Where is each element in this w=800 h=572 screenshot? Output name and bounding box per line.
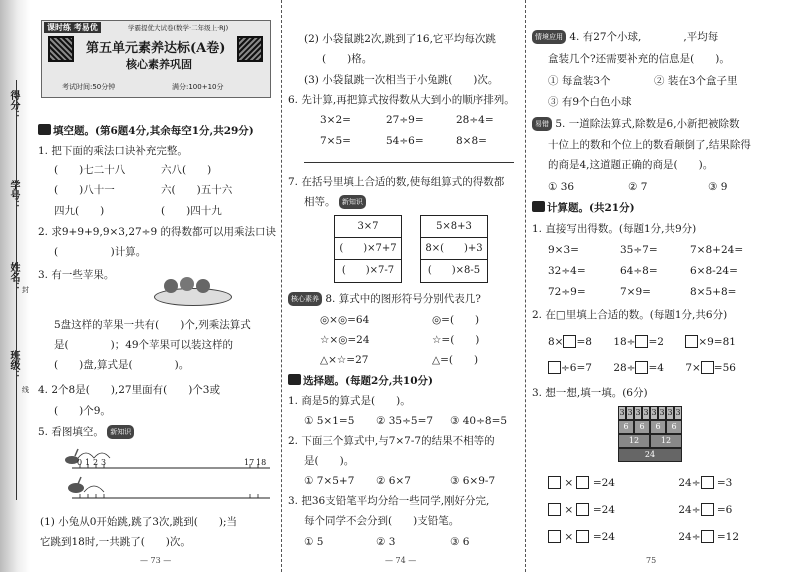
c3-text-cont: 每个同学不会分到( )支铅笔。 xyxy=(304,515,460,527)
brand-label: 课时练 考易优 xyxy=(44,22,101,33)
c2-option[interactable]: ① 7×5+7 xyxy=(304,475,355,487)
q5-2-text-cont: ( )格。 xyxy=(322,53,373,65)
c2-text-cont: 是( )。 xyxy=(304,455,355,467)
c4-option[interactable]: ① 每盒装3个 xyxy=(548,75,611,87)
d1-expr: 72÷9= xyxy=(548,286,586,298)
c5-option[interactable]: ③ 9 xyxy=(708,181,728,193)
q5-1-text-cont: 它跳到18时,一共跳了( )次。 xyxy=(40,536,191,548)
c1-option[interactable]: ① 5×1=5 xyxy=(304,415,355,427)
q2-text: 2. 求9+9+9,9×3,27÷9 的得数都可以用乘法口诀 xyxy=(38,226,277,238)
answer-box[interactable] xyxy=(685,335,698,348)
d1-expr: 64÷8= xyxy=(620,265,658,277)
nl-label: 17 xyxy=(244,458,255,467)
d2-part: =56 xyxy=(713,362,736,374)
c4-text-cont: 盒装几个?还需要补充的信息是( )。 xyxy=(548,53,730,65)
q8-answer: ☆=( ) xyxy=(432,334,480,346)
grid-cell: 3 xyxy=(618,406,626,420)
d2-part: 8× xyxy=(548,336,564,348)
c4-tag: 情境应用 xyxy=(532,30,566,44)
q1-item: ( )八十一 xyxy=(54,184,115,196)
answer-box[interactable] xyxy=(548,361,561,374)
table-cell: 5×8+3 xyxy=(421,216,487,238)
d1-expr: 9×3= xyxy=(548,244,579,256)
q1-item: ( )四十九 xyxy=(161,205,222,217)
grid-cell: 3 xyxy=(642,406,650,420)
grid-cell: 6 xyxy=(666,420,682,434)
id-label: 学号： xyxy=(8,180,19,210)
d1-expr: 32÷4= xyxy=(548,265,586,277)
c5-option[interactable]: ① 36 xyxy=(548,181,575,193)
table-cell: 8×( )+3 xyxy=(421,238,487,260)
answer-box[interactable] xyxy=(635,361,648,374)
d2-part: ÷6=7 xyxy=(561,362,592,374)
page-number-75: 75 xyxy=(646,556,657,565)
d2-text: 2. 在□里填上合适的数。(每题1分,共6分) xyxy=(532,309,728,321)
number-line xyxy=(50,446,275,506)
q8-expr: ☆×◎=24 xyxy=(320,334,370,346)
grid-cell: 12 xyxy=(618,434,650,448)
section-calc: 计算题。(共21分) xyxy=(532,201,635,215)
q3-text-c: ( )盘,算式是( )。 xyxy=(54,359,190,371)
q6-expr: 8×8= xyxy=(456,135,487,147)
exam-time: 考试时间:50分钟 xyxy=(62,83,116,91)
series-label: 学霸提优大试卷(数学·二年级上·RJ) xyxy=(128,24,229,32)
d3-text: 3. 想一想,填一填。(6分) xyxy=(532,387,648,399)
unit-title: 第五单元素养达标(A卷) xyxy=(86,41,226,56)
d1-expr: 35÷7= xyxy=(620,244,658,256)
answer-box[interactable] xyxy=(576,476,589,489)
q7-text-cont: 相等。 新知识 xyxy=(304,195,366,209)
seal-mark: 封 xyxy=(22,286,29,294)
d2-part: 18÷ xyxy=(613,336,636,348)
q5-tag: 新知识 xyxy=(107,425,134,439)
q5-2-text: (2) 小袋鼠跳2次,跳到了16,它平均每次跳 xyxy=(304,33,496,45)
name-label: 姓名： xyxy=(8,262,19,292)
q3-text: 3. 有一些苹果。 xyxy=(38,269,115,281)
answer-box[interactable] xyxy=(701,503,714,516)
grid-row-24 xyxy=(618,448,682,462)
apple-icon xyxy=(180,277,194,291)
c4-text: 情境应用 4. 有27个小球, ,平均每 xyxy=(532,30,718,44)
nl-label: 3 xyxy=(101,458,107,467)
q6-expr: 3×2= xyxy=(320,114,351,126)
divider-1 xyxy=(281,0,282,572)
grid-row-6 xyxy=(618,420,682,434)
c1-option[interactable]: ② 35÷5=7 xyxy=(376,415,434,427)
nl-label: 0 xyxy=(77,458,83,467)
middle-column xyxy=(286,0,522,572)
table-cell: ( )×7+7 xyxy=(335,238,401,260)
c2-option[interactable]: ② 6×7 xyxy=(376,475,411,487)
unit-subtitle: 核心素养巩固 xyxy=(126,58,192,71)
q1-item: 六( )五十六 xyxy=(161,184,233,196)
c1-option[interactable]: ③ 40÷8=5 xyxy=(450,415,508,427)
score-label: 得分： xyxy=(8,90,19,120)
c4-option[interactable]: ③ 有9个白色小球 xyxy=(548,96,632,108)
d1-expr: 7×8+24= xyxy=(690,244,744,256)
grid-cell: 6 xyxy=(618,420,634,434)
c5-tag: 易错 xyxy=(532,117,552,131)
answer-line xyxy=(304,162,514,163)
q8-tag: 核心素养 xyxy=(288,292,322,306)
d1-expr: 8×5+8= xyxy=(690,286,737,298)
q6-expr: 27÷9= xyxy=(386,114,424,126)
c5-text-c: 的商是4,这道题正确的商是( )。 xyxy=(548,159,714,171)
d1-expr: 6×8-24= xyxy=(690,265,738,277)
q4-text: 4. 2个8是( ),27里面有( )个3或 xyxy=(38,384,220,396)
q6-expr: 54÷6= xyxy=(386,135,424,147)
q5-1-text: (1) 小兔从0开始跳,跳了3次,跳到( );当 xyxy=(40,516,237,528)
kangaroo-icon xyxy=(68,477,84,493)
grid-cell: 3 xyxy=(650,406,658,420)
right-column xyxy=(530,0,796,572)
answer-box[interactable] xyxy=(576,530,589,543)
c5-option[interactable]: ② 7 xyxy=(628,181,648,193)
c2-text: 2. 下面三个算式中,与7×7-7的结果不相等的 xyxy=(288,435,495,447)
answer-box[interactable] xyxy=(548,530,561,543)
d3-row-2: × =24 24÷ =6 xyxy=(548,503,732,517)
grid-cell: 3 xyxy=(626,406,634,420)
nl-label: 2 xyxy=(93,458,99,467)
q1-item: ( )七二十八 xyxy=(54,164,126,176)
q7-text: 7. 在括号里填上合适的数,使每组算式的得数都 xyxy=(288,176,505,188)
grid-cell: 24 xyxy=(618,448,682,462)
grid-cell: 3 xyxy=(674,406,682,420)
nl-label: 1 xyxy=(85,458,91,467)
grid-row-3 xyxy=(618,406,682,420)
d2-part: =4 xyxy=(648,362,664,374)
nl-label: 18 xyxy=(256,458,267,467)
q2-text-cont: ( )计算。 xyxy=(54,246,147,258)
q8-expr: ◎×◎=64 xyxy=(320,314,370,326)
d3-row-1: × =24 24÷ =3 xyxy=(548,476,732,490)
answer-box[interactable] xyxy=(701,530,714,543)
q1-item: 四九( ) xyxy=(54,205,105,217)
page-number-74: — 74 — xyxy=(385,556,417,565)
q4-text-cont: ( )个9。 xyxy=(54,405,111,417)
c3-option[interactable]: ③ 6 xyxy=(450,536,470,548)
answer-box[interactable] xyxy=(576,503,589,516)
d1-expr: 7×9= xyxy=(620,286,651,298)
d2-row-1 xyxy=(548,335,736,349)
answer-box[interactable] xyxy=(548,503,561,516)
number-grid xyxy=(618,406,682,462)
q1-item: 六八( ) xyxy=(161,164,212,176)
full-score: 满分:100+10分 xyxy=(172,83,224,91)
grid-cell: 3 xyxy=(666,406,674,420)
table-cell: ( )×8-5 xyxy=(427,265,481,276)
table-cell: ( )×7-7 xyxy=(341,265,395,276)
c2-option[interactable]: ③ 6×9-7 xyxy=(450,475,496,487)
q3-text-a: 5盘这样的苹果一共有( )个,列乘法算式 xyxy=(54,319,251,331)
q3-text-b: 是( )；49个苹果可以装这样的 xyxy=(54,339,234,351)
qr-code-left xyxy=(48,36,74,62)
equal-table-2 xyxy=(420,215,488,283)
d2-part: =8 xyxy=(576,336,592,348)
q6-expr: 7×5= xyxy=(320,135,351,147)
section-fill-in: 填空题。(第6题4分,其余每空1分,共29分) xyxy=(38,124,254,138)
c5-text: 易错 5. 一道除法算式,除数是6,小新把被除数 xyxy=(532,117,740,131)
c5-text-b: 十位上的数和个位上的数看颠倒了,结果除得 xyxy=(548,139,751,151)
answer-box[interactable] xyxy=(701,361,714,374)
divider-2 xyxy=(525,0,526,572)
q1-text: 1. 把下面的乘法口诀补充完整。 xyxy=(38,145,188,157)
apple-icon xyxy=(196,279,210,293)
c3-option[interactable]: ② 3 xyxy=(376,536,396,548)
left-column xyxy=(36,0,278,572)
d3-row-3: × =24 24÷ =12 xyxy=(548,530,739,544)
d2-part: 28÷ xyxy=(613,362,636,374)
grid-cell: 6 xyxy=(634,420,650,434)
grid-cell: 6 xyxy=(650,420,666,434)
answer-box[interactable] xyxy=(635,335,648,348)
q8-answer: ◎=( ) xyxy=(432,314,480,326)
q6-text: 6. 先计算,再把算式按得数从大到小的顺序排列。 xyxy=(288,94,515,106)
section-choice: 选择题。(每题2分,共10分) xyxy=(288,374,433,388)
q6-expr: 28÷4= xyxy=(456,114,494,126)
table-cell: 3×7 xyxy=(335,216,401,238)
qr-code-right xyxy=(237,36,263,62)
equal-table-1 xyxy=(334,215,402,283)
d2-part: 7× xyxy=(685,362,701,374)
q8-answer: △=( ) xyxy=(432,354,479,366)
answer-box[interactable] xyxy=(563,335,576,348)
fill-line xyxy=(16,80,17,500)
d1-text: 1. 直接写出得数。(每题1分,共9分) xyxy=(532,223,697,235)
q8-text: 核心素养 8. 算式中的图形符号分别代表几? xyxy=(288,292,481,306)
q5-text: 5. 看图填空。 新知识 xyxy=(38,425,134,439)
q7-tag: 新知识 xyxy=(339,195,366,209)
grid-row-12 xyxy=(618,434,682,448)
answer-box[interactable] xyxy=(548,476,561,489)
c3-text: 3. 把36支铅笔平均分给一些同学,刚好分完, xyxy=(288,495,490,507)
line-mark: 线 xyxy=(22,386,29,394)
class-label: 班级： xyxy=(8,350,19,380)
q8-expr: △×☆=27 xyxy=(320,354,369,366)
answer-box[interactable] xyxy=(701,476,714,489)
c3-option[interactable]: ① 5 xyxy=(304,536,324,548)
c4-option[interactable]: ② 装在3个盒子里 xyxy=(654,75,738,87)
d2-part: =2 xyxy=(648,336,664,348)
q5-3-text: (3) 小袋鼠跳一次相当于小兔跳( )次。 xyxy=(304,74,499,86)
page-number-73: — 73 — xyxy=(140,556,172,565)
d2-row-2 xyxy=(548,361,736,375)
apple-icon xyxy=(164,279,178,293)
c1-text: 1. 商是5的算式是( )。 xyxy=(288,395,411,407)
grid-cell: 3 xyxy=(634,406,642,420)
d2-part: ×9=81 xyxy=(698,336,736,348)
grid-cell: 3 xyxy=(658,406,666,420)
grid-cell: 12 xyxy=(650,434,682,448)
